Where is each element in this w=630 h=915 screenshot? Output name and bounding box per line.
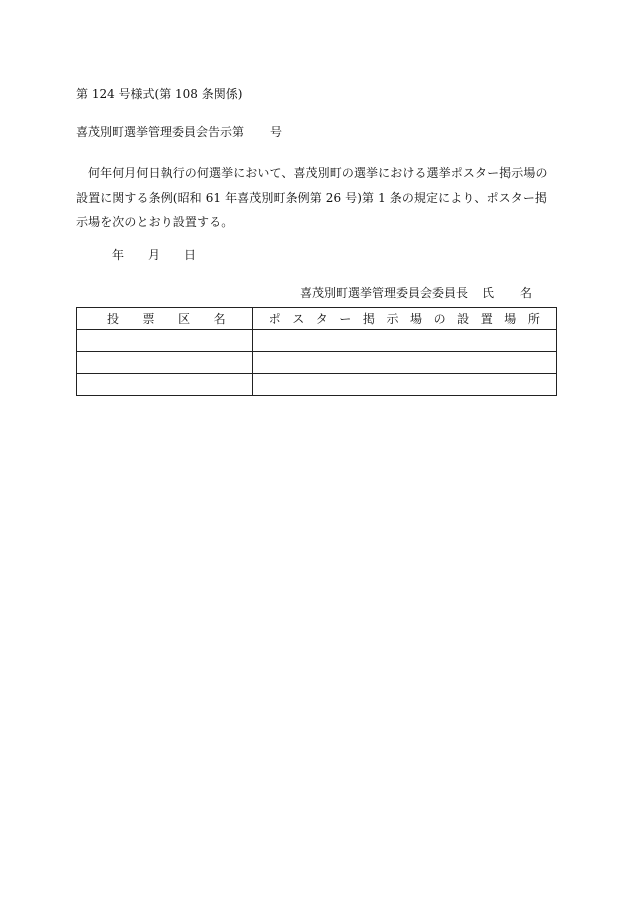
header-poster-location xyxy=(252,308,556,330)
table-header-row xyxy=(77,308,557,330)
date-year: 年 xyxy=(112,248,125,262)
table-row xyxy=(77,330,557,352)
header-char: 所 xyxy=(527,312,540,326)
signature-title: 喜茂別町選挙管理委員会委員長 xyxy=(300,286,469,300)
poster-location-cell xyxy=(252,330,556,352)
poster-site-table xyxy=(76,307,557,396)
header-voting-district xyxy=(77,308,253,330)
header-char: タ xyxy=(315,312,328,326)
poster-location-cell xyxy=(252,352,556,374)
header-char: 置 xyxy=(480,312,493,326)
header-char: 掲 xyxy=(362,312,375,326)
notice-body: 何年何月何日執行の何選挙において、喜茂別町の選挙における選挙ポスター掲示場の設置に関する条例(昭和 61 年喜茂別町条例第 26 号)第 1 条の規定により、ポスター掲示場を次のとおり設置する。 xyxy=(76,166,548,229)
header-char: 場 xyxy=(504,312,517,326)
voting-district-cell xyxy=(77,330,253,352)
header-char: の xyxy=(433,312,446,326)
notice-prefix: 喜茂別町選挙管理委員会告示第 xyxy=(76,125,245,139)
header-char: 場 xyxy=(410,312,423,326)
header-char: 設 xyxy=(457,312,470,326)
table-row xyxy=(77,374,557,396)
poster-location-cell xyxy=(252,374,556,396)
header-char: 示 xyxy=(386,312,399,326)
header-char: 票 xyxy=(142,312,155,326)
header-char: 区 xyxy=(178,312,191,326)
table-row xyxy=(77,352,557,374)
voting-district-cell xyxy=(77,374,253,396)
header-char: 名 xyxy=(213,312,226,326)
signature-mei: 名 xyxy=(520,286,533,300)
notice-suffix: 号 xyxy=(270,125,283,139)
form-number: 第 124 号様式(第 108 条関係) xyxy=(76,87,243,101)
header-char: ポ xyxy=(268,312,281,326)
header-char: 投 xyxy=(107,312,120,326)
date-line xyxy=(112,246,196,263)
date-month: 月 xyxy=(148,248,161,262)
header-char: ー xyxy=(339,312,352,326)
header-char: ス xyxy=(292,312,305,326)
voting-district-cell xyxy=(77,352,253,374)
notice-number xyxy=(76,123,282,140)
date-day: 日 xyxy=(184,248,197,262)
signature-line xyxy=(300,284,532,301)
signature-shi: 氏 xyxy=(482,286,495,300)
